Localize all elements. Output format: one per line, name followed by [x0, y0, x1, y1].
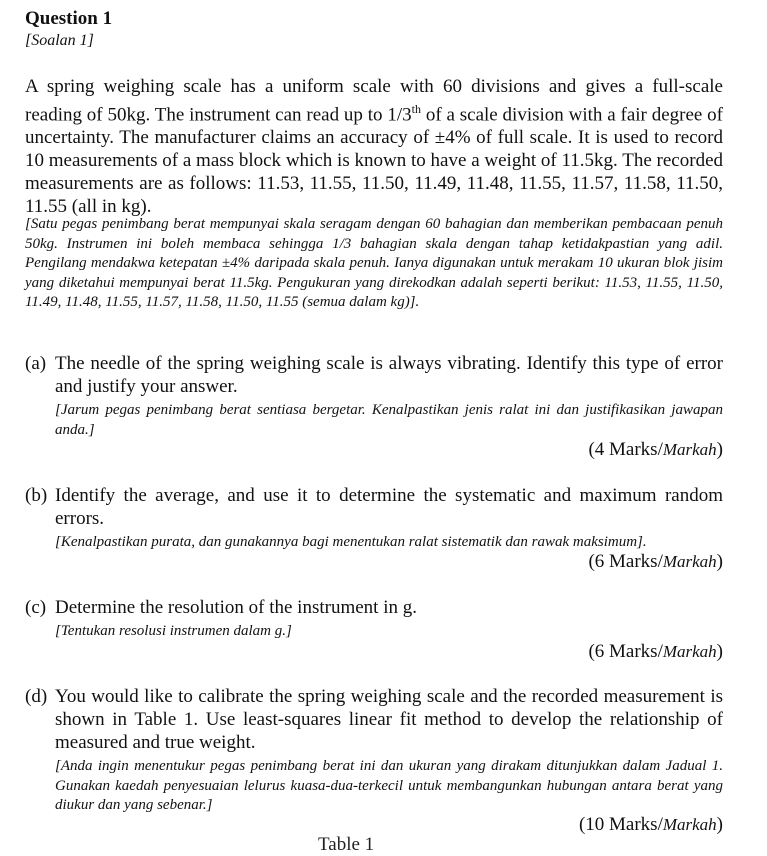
part-malay: [Anda ingin menentukur pegas penimbang berat ini dan ukuran yang dirakam ditunjukkan dalam Jadual 1. Gunakan kaedah penyesuaian lelurus kuasa-dua-terkecil untuk membangunkan hubungan antara berat yang diukur dan yang sebenar.] [55, 758, 723, 813]
part-label: (c) [25, 597, 47, 618]
question-title: Question 1 [25, 8, 113, 29]
part-malay: [Kenalpastikan purata, dan gunakannya bagi menentukan ralat sistematik dan rawak maksimum]. [55, 534, 647, 550]
part-english: Determine the resolution of the instrument in g. [55, 597, 417, 618]
part-a-marks [588, 438, 723, 461]
part-b-marks [588, 550, 723, 573]
marks-label-malay: Markah [662, 552, 717, 571]
marks-label: (6 Marks/ [588, 641, 663, 662]
part-english: You would like to calibrate the spring weighing scale and the recorded measurement is shown in Table 1. Use least-squares linear fit method to develop the relationship of measured and true weight. [55, 686, 723, 753]
intro-en-rest: of a scale division with a fair degree of uncertainty. The manufacturer claims an accuracy of ±4% of full scale. It is used to record 10 measurements of a mass block which is known to have a weight of 11.5kg. The recorded measurements are as follows: 11.53, 11.55, 11.50, 11.49, 11.48, 11.55, 11.57, 11.58, 11.50, 11.55 (all in kg). [25, 104, 723, 218]
part-c [25, 596, 723, 642]
intro-en-superscript: th [411, 102, 421, 116]
marks-label: (6 Marks/ [588, 551, 663, 572]
marks-label-malay: Markah [662, 815, 717, 834]
part-d [25, 685, 723, 816]
part-c-marks [588, 640, 723, 663]
part-malay: [Jarum pegas penimbang berat sentiasa bergetar. Kenalpastikan jenis ralat ini dan justifikasikan jawapan anda.] [55, 402, 723, 438]
marks-close: ) [716, 641, 723, 662]
question-subtitle: [Soalan 1] [25, 32, 94, 49]
part-label: (a) [25, 353, 47, 374]
part-b [25, 484, 723, 553]
marks-close: ) [716, 551, 723, 572]
marks-close: ) [716, 814, 723, 835]
marks-close: ) [716, 439, 723, 460]
part-label: (b) [25, 485, 48, 506]
table-caption-partial: Table 1 [318, 834, 375, 855]
part-english: Identify the average, and use it to determine the systematic and maximum random errors. [55, 485, 723, 529]
marks-label-malay: Markah [662, 440, 717, 459]
marks-label: (4 Marks/ [588, 439, 663, 460]
marks-label-malay: Markah [662, 642, 717, 661]
question-intro-english [25, 75, 723, 218]
intro-en-text: A spring weighing scale has a uniform scale with 60 divisions and gives a full-scale reading of 50kg. The instrument can read up to 1/3 [25, 76, 723, 126]
question-intro-malay: [Satu pegas penimbang berat mempunyai skala seragam dengan 60 bahagian dan memberikan pembacaan penuh 50kg. Instrumen ini boleh membaca sehingga 1/3 bahagian skala dengan tahap ketidakpastian yang adil. Pengilang mendakwa ketepatan ±4% daripada skala penuh. Ianya digunakan untuk merakam 10 ukuran blok jisim yang diketahui mempunyai berat 11.5kg. Pengukuran yang direkodkan adalah seperti berikut: 11.53, 11.55, 11.50, 11.49, 11.48, 11.55, 11.57, 11.58, 11.50, 11.55 (semua dalam kg)]. [25, 216, 723, 310]
part-a [25, 352, 723, 440]
part-malay: [Tentukan resolusi instrumen dalam g.] [55, 623, 292, 639]
part-label: (d) [25, 686, 48, 707]
part-english: The needle of the spring weighing scale is always vibrating. Identify this type of error and justify your answer. [55, 353, 723, 397]
marks-label: (10 Marks/ [578, 814, 663, 835]
part-d-marks [579, 813, 723, 836]
